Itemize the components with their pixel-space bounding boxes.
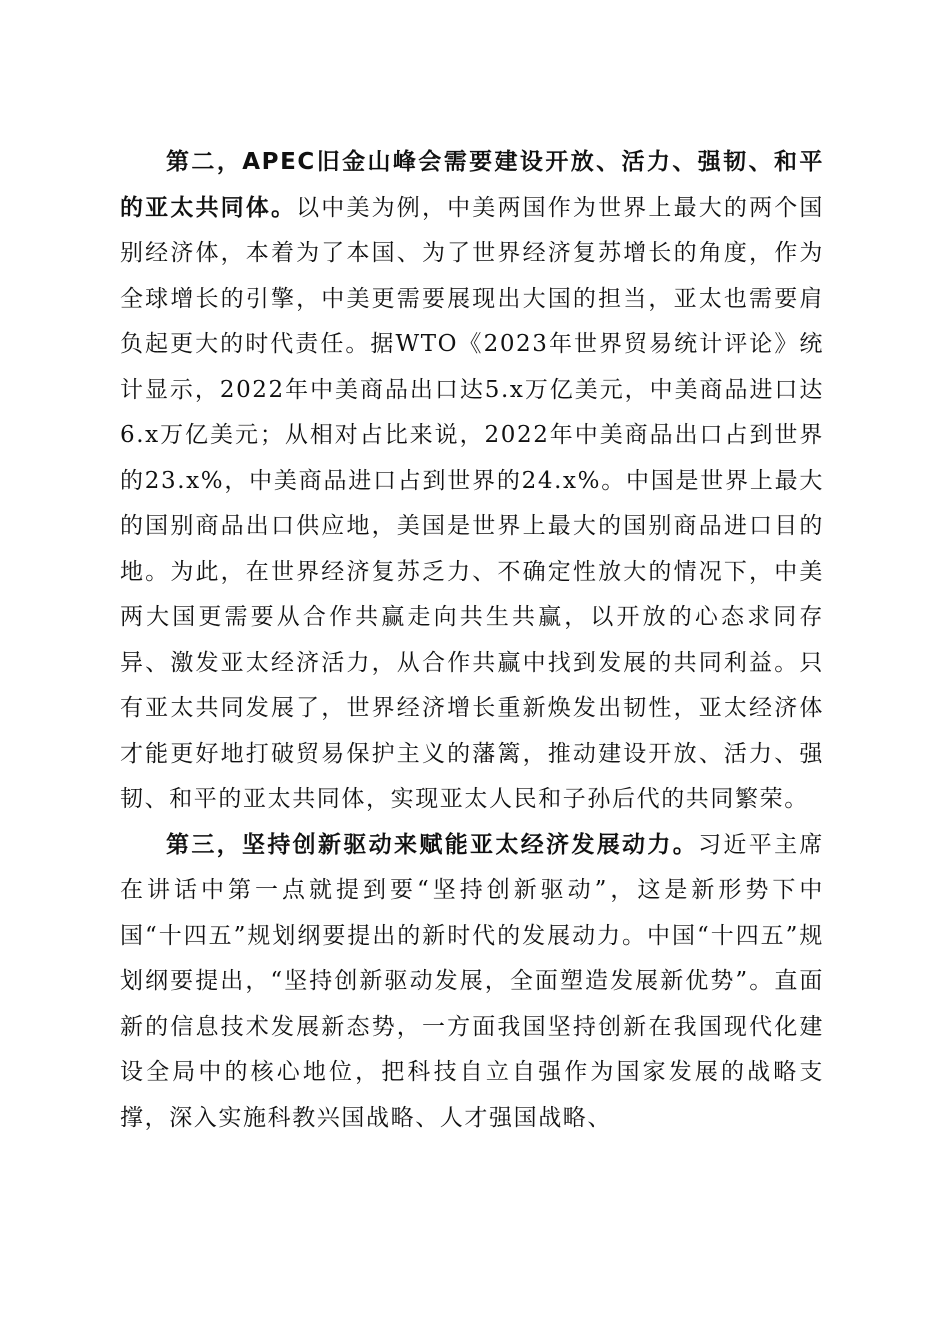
paragraph-body-text: 以中美为例，中美两国作为世界上最大的两个国别经济体，本着为了本国、为了世界经济复苏增长的角度，作为全球增长的引擎，中美更需要展现出大国的担当，亚太也需要肩负起更大的时代责任。据WTO《2023年世界贸易统计评论》统计显示，2022年中美商品出口达5.x万亿美元，中美商品进口达6.x万亿美元；从相对占比来说，2022年中美商品出口占到世界的23.x%，中美商品进口占到世界的24.x%。中国是世界上最大的国别商品出口供应地，美国是世界上最大的国别商品进口目的地。为此，在世界经济复苏乏力、不确定性放大的情况下，中美两大国更需要从合作共赢走向共生共赢，以开放的心态求同存异、激发亚太经济活力，从合作共赢中找到发展的共同利益。只有亚太共同发展了，世界经济增长重新焕发出韧性，亚太经济体才能更好地打破贸易保护主义的藩篱，推动建设开放、活力、强韧、和平的亚太共同体，实现亚太人民和子孙后代的共同繁荣。 xyxy=(120,194,824,812)
paragraph-body-text: 习近平主席在讲话中第一点就提到要“坚持创新驱动”，这是新形势下中国“十四五”规划纲要提出的新时代的发展动力。中国“十四五”规划纲要提出，“坚持创新驱动发展，全面塑造发展新优势”。直面新的信息技术发展新态势，一方面我国坚持创新在我国现代化建设全局中的核心地位，把科技自立自强作为国家发展的战略支撑，深入实施科教兴国战略、人才强国战略、 xyxy=(120,831,825,1131)
paragraph-third-point xyxy=(120,823,824,1142)
paragraph-lead-heading: 第三，坚持创新驱动来赋能亚太经济发展动力。 xyxy=(166,831,699,858)
document-body xyxy=(120,140,824,1141)
paragraph-second-point xyxy=(120,140,824,823)
paragraph-lead-heading: 第二，APEC旧金山峰会需要建设开放、活力、强韧、和平的亚太共同体。 xyxy=(120,149,824,221)
